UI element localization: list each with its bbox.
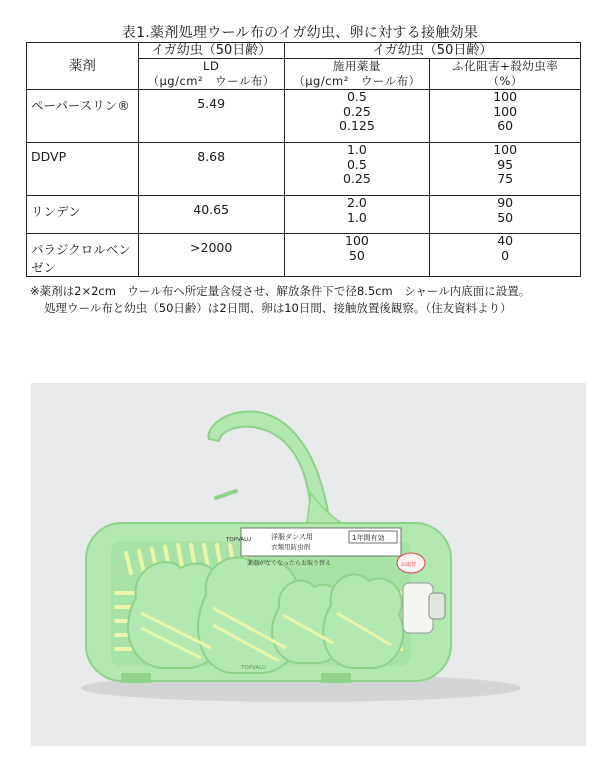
header-rate-label: ふ化阻害+殺幼虫率 (452, 59, 559, 73)
rate-cell (430, 143, 581, 196)
dose-cell (284, 234, 430, 277)
table-row (27, 234, 581, 277)
product-badge: 1年間有効 (352, 534, 385, 542)
dose-value: 50 (348, 247, 365, 263)
header-agent: 薬剤 (27, 43, 139, 90)
dose-value: 100 (345, 233, 369, 248)
agent-cell: ペーパースリン® (27, 90, 139, 143)
product-label-3: 薬剤がなくなったらお取り替え (247, 560, 332, 567)
rate-value: 75 (497, 171, 514, 187)
rate-value: 90 (497, 195, 514, 210)
rate-cell (430, 196, 581, 234)
dose-value: 1.0 (346, 142, 367, 157)
header-ld (138, 59, 284, 90)
product-brand-bottom: TOPVALU (241, 665, 266, 671)
dose-value: 1.0 (346, 209, 367, 225)
dose-value: 0.25 (343, 171, 371, 187)
moth-repellent-product (31, 383, 586, 746)
header-group-right: イガ幼虫（50日齢） (284, 43, 580, 59)
efficacy-table (26, 42, 581, 277)
rate-value: 0 (501, 247, 510, 263)
dose-cell (284, 196, 430, 234)
header-dose (284, 59, 430, 90)
header-ld-label: LD (203, 59, 220, 73)
product-label-2: 衣類用防虫剤 (271, 543, 310, 551)
ld-cell: 5.49 (138, 90, 284, 143)
ld-cell: 8.68 (138, 143, 284, 196)
dose-cell (284, 143, 430, 196)
dose-value: 0.125 (339, 118, 375, 134)
rate-cell (430, 234, 581, 277)
dose-value: 0.25 (343, 103, 371, 119)
table-title: 表1.薬剤処理ウール布のイガ幼虫、卵に対する接触効果 (121, 25, 479, 41)
tree-emblems (128, 558, 403, 673)
table-row (27, 143, 581, 196)
rate-value: 100 (493, 103, 518, 119)
ld-cell: >2000 (138, 234, 284, 277)
dose-value: 2.0 (346, 195, 367, 210)
header-rate (430, 59, 581, 90)
header-group-left: イガ幼虫（50日齢） (138, 43, 284, 59)
dose-value: 0.5 (346, 156, 367, 172)
dose-cell (284, 90, 430, 143)
ld-cell: 40.65 (138, 196, 284, 234)
agent-cell: パラジクロルベンゼン (27, 234, 139, 277)
agent-cell: リンデン (27, 196, 139, 234)
header-dose-unit: （μg/cm² ウール布） (293, 74, 421, 88)
table-notes (30, 283, 530, 317)
header-rate-unit: （%） (487, 74, 523, 88)
header-ld-unit: （μg/cm² ウール布） (147, 74, 275, 88)
rate-value: 60 (497, 118, 514, 134)
rate-value: 100 (493, 142, 518, 157)
rate-value: 95 (497, 156, 514, 172)
rate-cell (430, 90, 581, 143)
table-row (27, 196, 581, 234)
note-line: 処理ウール布と幼虫（50日齢）は2日間、卵は10日間、接触放置後観察。（住友資料より） (44, 301, 512, 315)
product-photo (31, 383, 586, 746)
rate-value: 100 (493, 89, 518, 104)
note-line: ※薬剤は2×2cm ウール布へ所定量含侵させ、解放条件下で径8.5cm シャール内底面に設置。 (30, 284, 531, 298)
table-row (27, 90, 581, 143)
agent-cell: DDVP (27, 143, 139, 196)
product-brand-top: TOPVALU (226, 537, 251, 543)
rate-value: 50 (497, 209, 514, 225)
dose-value: 0.5 (346, 89, 367, 104)
indicator-label: お取替 (401, 562, 417, 568)
product-label-1: 洋服ダンス用 (271, 533, 313, 541)
rate-value: 40 (497, 233, 514, 248)
header-dose-label: 施用薬量 (332, 59, 381, 73)
